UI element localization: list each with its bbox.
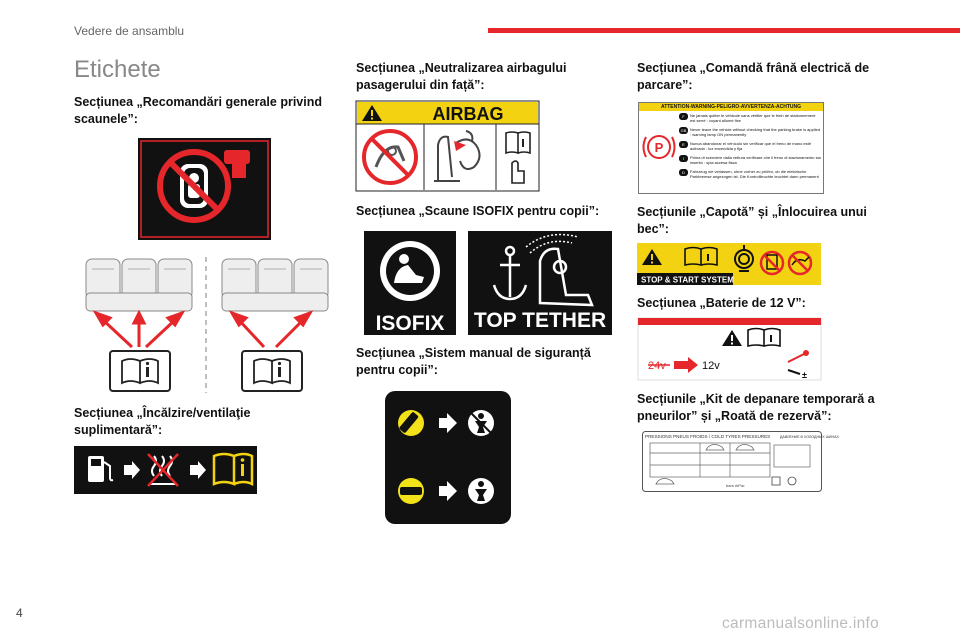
heating-label: [74, 446, 257, 494]
lang-badge: I: [679, 155, 688, 162]
lock-switch-icon: [398, 410, 424, 436]
lang-badge: GB: [680, 128, 687, 133]
parking-brake-label: [638, 102, 824, 194]
child-lock-label: [385, 391, 511, 524]
seat-warning-label: [138, 138, 271, 240]
watermark: carmanualsonline.info: [722, 615, 880, 632]
lang-badge: E: [679, 141, 688, 148]
battery-label: [638, 318, 821, 380]
section-heading-bonnet: Secțiunile „Capotă” și „Înlocuirea unui bec”:: [637, 205, 867, 236]
isofix-text: ISOFIX: [375, 312, 445, 335]
section-heading-battery: Secțiunea „Baterie de 12 V”:: [637, 296, 806, 310]
parking-brake-icon: [641, 129, 677, 165]
section-heading-isofix: Secțiunea „Scaune ISOFIX pentru copii”:: [356, 204, 600, 218]
tyre-header-text: PRESSIONS PNEUS FROIDS / COLD TYRES PRESSURES: [645, 434, 771, 439]
seat-manual-diagram: [82, 255, 336, 395]
section-heading-heating: Secțiunea „Încălzire/ventilaţie suplimentară”:: [74, 406, 251, 437]
battery-24v-text: 24v: [648, 360, 666, 372]
airbag-label: [356, 101, 539, 191]
airbag-title: AIRBAG: [432, 104, 504, 124]
top-tether-text: TOP TETHER: [473, 309, 607, 332]
lang-badge: D: [679, 169, 688, 176]
page-title: Etichete: [74, 56, 161, 83]
isofix-label: [364, 231, 456, 335]
bonnet-label: [637, 243, 821, 285]
section-heading-parking-brake: Secțiunea „Comandă frână electrică de parcare”:: [637, 61, 870, 92]
section-heading-tyres: Secțiunile „Kit de depanare temporară a pneurilor” și „Roată de rezervă”:: [637, 392, 875, 423]
stop-start-text: STOP & START SYSTEM: [641, 275, 734, 285]
no-child-seat-icon: [364, 131, 416, 183]
lang-badge: F: [679, 113, 688, 120]
parking-brake-text: Fahrzeug nie verlassen, ohne vorher zu prüfen, ob die elektrische Parkbremse angezogen ist. Die Kontrollleuchte leuchtet dann permanent: [690, 169, 819, 179]
tyre-header-ru: ДАВЛЕНИЕ В ХОЛОДНЫХ ШИНАХ: [780, 435, 839, 439]
section-heading-child-lock: Secțiunea „Sistem manual de siguranță pentru copii”:: [356, 346, 591, 377]
svg-text:P: P: [654, 140, 664, 155]
parking-brake-text: Ne jamais quitter le véhicule sans vérifier que le frein de stationnement est serré : voyant allumé fixe: [690, 113, 816, 123]
section-heading-airbag: Secțiunea „Neutralizarea airbagului pasagerului din față”:: [356, 61, 567, 92]
parking-brake-header: ATTENTION-WARNING-PELIGRO-AVVERTENZA-ACHTUNG: [639, 103, 823, 111]
page-number: 4: [16, 606, 23, 620]
top-tether-label: [468, 231, 612, 335]
child-free-icon: [468, 478, 494, 504]
header-accent-bar: [488, 28, 960, 33]
parking-brake-text: Prima di scendere dalla vettura verificare che il freno di stazionamento sia inserito : spia accesa fissa: [690, 155, 821, 165]
header-section-title: Vedere de ansamblu: [74, 24, 185, 38]
manual-book-icon: [110, 351, 170, 391]
tyre-units-text: bars •kPa•: [726, 483, 745, 488]
tyre-pressure-label: [642, 431, 839, 492]
section-heading-seats: Secțiunea „Recomandări generale privind scaunele”:: [74, 95, 322, 126]
svg-text:±: ±: [802, 370, 807, 380]
battery-12v-text: 12v: [702, 360, 720, 372]
unlock-switch-icon: [398, 478, 424, 504]
parking-brake-text: Nunca abandonar el vehículo sin verificar que el freno de mano esté activado : luz encendida y fija: [690, 141, 811, 151]
parking-brake-text: Never leave the vehicle without checking that the parking brake is applied : warning lamp ON permanently: [690, 127, 821, 137]
